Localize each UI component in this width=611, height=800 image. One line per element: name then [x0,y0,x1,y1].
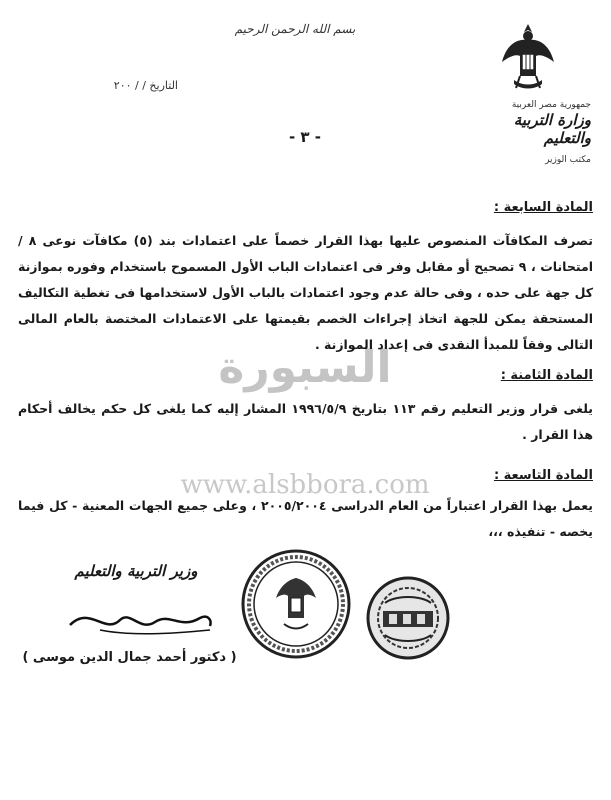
signature-scribble-icon [60,600,220,640]
watermark-arabic: السبورة [218,342,392,393]
article-9-heading: المادة التاسعة : [493,468,593,483]
article-7-text: تصرف المكافآت المنصوص عليها بهذا القرار خصماً على اعتمادات بند (٥) مكافآت نوعى ٨ / امتحانات ، ٩ تصحيح أو مقابل وفر فى اعتمادات الباب الأول المسموح باستخدام وفوره بموازنة كل جهة على حده ، وفى حالة عدم وجود اعتمادات بالباب الأول لاستخدامها فى تغطية التكاليف المستحقة يمكن للجهة اتخاذ إجراءات الخصم بقيمتها على الاعتمادات المختصة بالعام المالى التالى وفقاً للمبدأ النقدى فى إعداد الموازنة . [18,233,593,352]
signatory-name: ( دكتور أحمد جمال الدين موسى ) [22,650,237,665]
eagle-emblem-icon [498,18,558,100]
article-8-text: يلغى قرار وزير التعليم رقم ١١٣ بتاريخ ١٩٩٦/٥/٩ المشار إليه كما يلغى كل حكم يخالف أحكام هذا القرار . [18,401,593,442]
stamp-seal-icon [365,575,451,661]
date-line: التاريخ / / ٢٠٠ [113,79,178,92]
basmala: بسم الله الرحمن الرحيم [234,22,356,36]
page-number: - ٣ - [288,128,322,146]
official-seal-icon [240,548,352,660]
office-name: مكتب الوزير [545,155,591,165]
signatory-title: وزير التربية والتعليم [74,562,198,580]
article-8-heading: المادة الثامنة : [500,368,593,383]
republic-name: جمهورية مصر العربية [511,100,591,110]
watermark-url: www.alsbbora.com [180,470,430,500]
ministry-name: وزارة التربية والتعليم [513,111,591,147]
article-7-heading: المادة السابعة : [493,200,593,215]
ministry-header [471,100,591,165]
article-9-text: يعمل بهذا القرار اعتباراً من العام الدراسى ٢٠٠٥/٢٠٠٤ ، وعلى جميع الجهات المعنية - كل فيما يخصه - تنفيذه ،،، [18,498,593,539]
